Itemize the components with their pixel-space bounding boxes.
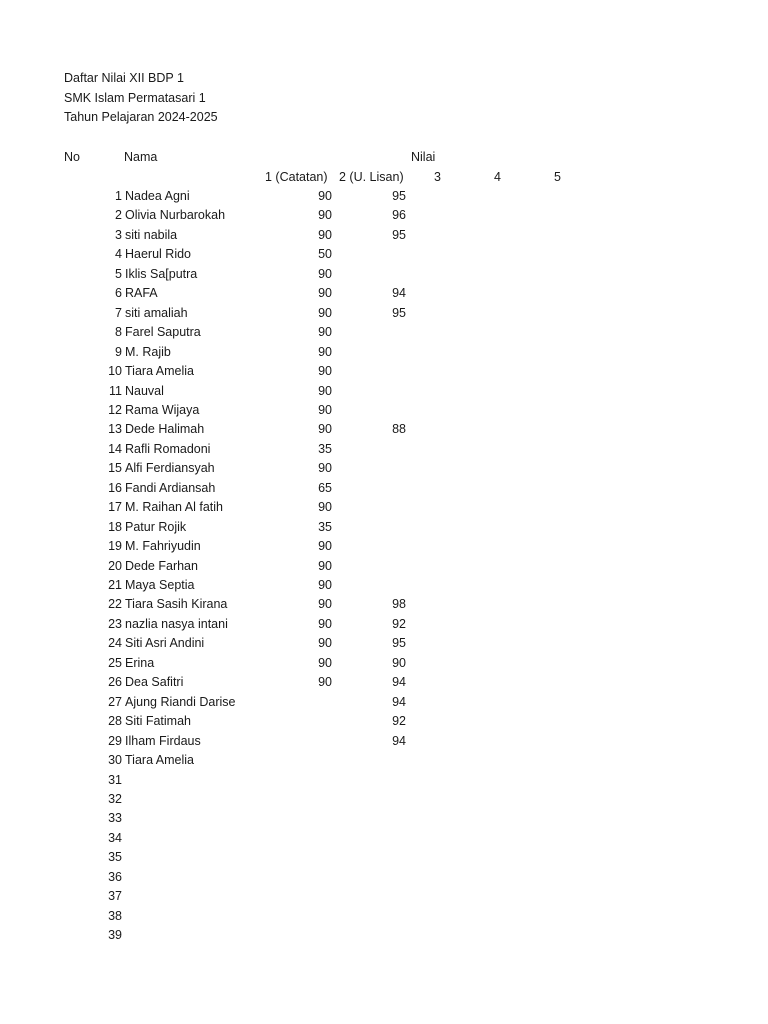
row-number: 34 bbox=[108, 831, 122, 845]
score-lisan: 96 bbox=[392, 208, 406, 222]
score-catatan: 90 bbox=[318, 364, 332, 378]
score-lisan: 95 bbox=[392, 306, 406, 320]
score-catatan: 50 bbox=[318, 247, 332, 261]
row-number: 16 bbox=[108, 481, 122, 495]
row-number: 21 bbox=[108, 578, 122, 592]
row-number: 2 bbox=[115, 208, 122, 222]
column-header-no: No bbox=[64, 150, 80, 164]
row-number: 17 bbox=[108, 500, 122, 514]
score-catatan: 90 bbox=[318, 675, 332, 689]
score-catatan: 90 bbox=[318, 617, 332, 631]
row-number: 14 bbox=[108, 442, 122, 456]
student-name: M. Raihan Al fatih bbox=[125, 500, 223, 514]
row-number: 33 bbox=[108, 811, 122, 825]
row-number: 30 bbox=[108, 753, 122, 767]
score-lisan: 92 bbox=[392, 617, 406, 631]
score-catatan: 90 bbox=[318, 286, 332, 300]
student-name: Ilham Firdaus bbox=[125, 734, 201, 748]
row-number: 35 bbox=[108, 850, 122, 864]
student-name: Olivia Nurbarokah bbox=[125, 208, 226, 222]
row-number: 11 bbox=[109, 384, 122, 398]
score-catatan: 90 bbox=[318, 597, 332, 611]
row-number: 37 bbox=[108, 889, 122, 903]
score-catatan: 65 bbox=[318, 481, 332, 495]
row-number: 23 bbox=[108, 617, 122, 631]
score-catatan: 90 bbox=[318, 306, 332, 320]
score-catatan: 90 bbox=[318, 559, 332, 573]
score-catatan: 90 bbox=[318, 422, 332, 436]
row-number: 12 bbox=[108, 403, 122, 417]
score-lisan: 92 bbox=[392, 714, 406, 728]
score-lisan: 94 bbox=[392, 286, 406, 300]
score-catatan: 90 bbox=[318, 325, 332, 339]
student-name: M. Fahriyudin bbox=[125, 539, 201, 553]
student-name: Dede Halimah bbox=[125, 422, 205, 436]
row-number: 20 bbox=[108, 559, 122, 573]
score-catatan: 90 bbox=[318, 636, 332, 650]
row-number: 22 bbox=[108, 597, 122, 611]
student-name: Nauval bbox=[125, 384, 164, 398]
student-name: Tiara Amelia bbox=[125, 364, 195, 378]
score-catatan: 90 bbox=[318, 189, 332, 203]
subheader-lisan: 2 (U. Lisan) bbox=[339, 170, 404, 184]
row-number: 39 bbox=[108, 928, 122, 942]
score-lisan: 95 bbox=[392, 636, 406, 650]
student-name: Dea Safitri bbox=[125, 675, 184, 689]
subheader-4: 4 bbox=[494, 170, 501, 184]
score-catatan: 90 bbox=[318, 539, 332, 553]
row-number: 8 bbox=[115, 325, 122, 339]
student-name: M. Rajib bbox=[125, 345, 171, 359]
row-number: 31 bbox=[108, 773, 122, 787]
student-name: Tiara Sasih Kirana bbox=[125, 597, 228, 611]
student-name: Rama Wijaya bbox=[125, 403, 200, 417]
student-name: Fandi Ardiansah bbox=[125, 481, 216, 495]
subheader-catatan: 1 (Catatan) bbox=[265, 170, 328, 184]
student-name: nazlia nasya intani bbox=[125, 617, 228, 631]
student-name: Maya Septia bbox=[125, 578, 195, 592]
score-lisan: 98 bbox=[392, 597, 406, 611]
row-number: 25 bbox=[108, 656, 122, 670]
student-name: Rafli Romadoni bbox=[125, 442, 211, 456]
student-name: Siti Fatimah bbox=[125, 714, 191, 728]
column-header-nama: Nama bbox=[124, 150, 158, 164]
row-number: 36 bbox=[108, 870, 122, 884]
row-number: 4 bbox=[115, 247, 122, 261]
score-catatan: 90 bbox=[318, 267, 332, 281]
row-number: 29 bbox=[108, 734, 122, 748]
row-number: 26 bbox=[108, 675, 122, 689]
student-name: Alfi Ferdiansyah bbox=[125, 461, 215, 475]
subheader-5: 5 bbox=[554, 170, 561, 184]
document-title: Daftar Nilai XII BDP 1 bbox=[64, 71, 184, 85]
row-number: 1 bbox=[115, 189, 122, 203]
student-name: RAFA bbox=[125, 286, 158, 300]
score-catatan: 90 bbox=[318, 228, 332, 242]
score-lisan: 95 bbox=[392, 189, 406, 203]
score-lisan: 88 bbox=[392, 422, 406, 436]
row-number: 10 bbox=[108, 364, 122, 378]
row-number: 7 bbox=[115, 306, 122, 320]
school-name: SMK Islam Permatasari 1 bbox=[64, 91, 206, 105]
row-number: 27 bbox=[108, 695, 122, 709]
score-catatan: 35 bbox=[318, 520, 332, 534]
student-name: Iklis Sa[putra bbox=[125, 267, 198, 281]
student-name: Farel Saputra bbox=[125, 325, 201, 339]
student-name: Tiara Amelia bbox=[125, 753, 195, 767]
student-name: Haerul Rido bbox=[125, 247, 192, 261]
score-lisan: 94 bbox=[392, 695, 406, 709]
student-name: Dede Farhan bbox=[125, 559, 198, 573]
row-number: 18 bbox=[108, 520, 122, 534]
column-header-nilai: Nilai bbox=[411, 150, 436, 164]
score-catatan: 90 bbox=[318, 208, 332, 222]
row-number: 6 bbox=[115, 286, 122, 300]
academic-year: Tahun Pelajaran 2024-2025 bbox=[64, 110, 218, 124]
score-catatan: 90 bbox=[318, 403, 332, 417]
student-name: Erina bbox=[125, 656, 155, 670]
row-number: 32 bbox=[108, 792, 122, 806]
student-name: siti amaliah bbox=[125, 306, 188, 320]
score-catatan: 90 bbox=[318, 345, 332, 359]
score-lisan: 90 bbox=[392, 656, 406, 670]
student-name: Ajung Riandi Darise bbox=[125, 695, 236, 709]
row-number: 19 bbox=[108, 539, 122, 553]
student-name: Siti Asri Andini bbox=[125, 636, 205, 650]
score-catatan: 90 bbox=[318, 500, 332, 514]
student-name: Patur Rojik bbox=[125, 520, 187, 534]
score-lisan: 94 bbox=[392, 675, 406, 689]
score-lisan: 95 bbox=[392, 228, 406, 242]
student-name: Nadea Agni bbox=[125, 189, 190, 203]
student-name: siti nabila bbox=[125, 228, 178, 242]
score-catatan: 90 bbox=[318, 461, 332, 475]
subheader-3: 3 bbox=[434, 170, 441, 184]
row-number: 15 bbox=[108, 461, 122, 475]
row-number: 13 bbox=[108, 422, 122, 436]
score-lisan: 94 bbox=[392, 734, 406, 748]
score-catatan: 90 bbox=[318, 578, 332, 592]
row-number: 9 bbox=[115, 345, 122, 359]
score-catatan: 35 bbox=[318, 442, 332, 456]
row-number: 5 bbox=[115, 267, 122, 281]
score-catatan: 90 bbox=[318, 384, 332, 398]
row-number: 28 bbox=[108, 714, 122, 728]
row-number: 24 bbox=[108, 636, 122, 650]
row-number: 38 bbox=[108, 909, 122, 923]
score-catatan: 90 bbox=[318, 656, 332, 670]
row-number: 3 bbox=[115, 228, 122, 242]
